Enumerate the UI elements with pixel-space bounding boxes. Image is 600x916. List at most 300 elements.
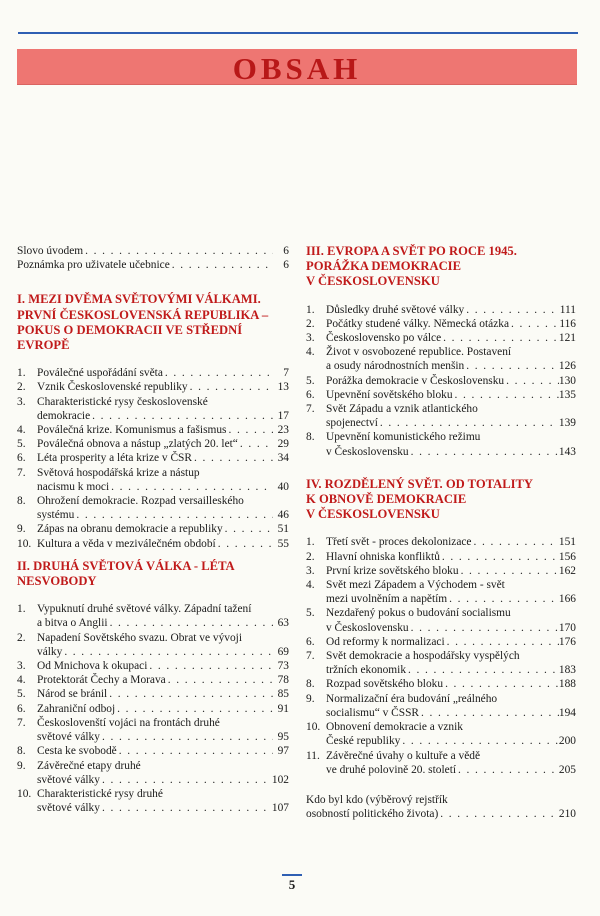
entry-body [37,494,289,522]
entry-page-number: 29 [277,438,289,451]
entry-body [37,395,289,423]
entry-title: Napadení Sovětského svazu. Obrat ve vývoji [37,631,242,644]
toc-line [326,331,576,345]
entry-number: 5. [17,438,26,451]
leader-dots [100,773,272,787]
entry-body [37,759,289,787]
entry-number: 5. [306,607,315,620]
leader-dots [456,763,559,777]
entry-page-number: 85 [277,688,289,701]
entry-page-number: 126 [558,360,576,373]
entry-number: 1. [306,536,315,549]
leader-dots [163,366,273,380]
intro-item[interactable] [17,244,289,258]
leader-dots [441,331,559,345]
entry-body [326,402,576,430]
entry-number: 3. [306,564,315,577]
leader-dots [62,645,273,659]
entry-page-number: 176 [558,635,576,648]
entry-title: Svět Západu a vznik atlantického [326,403,478,416]
entry-body [37,602,289,630]
leader-dots [406,663,559,677]
toc-line [37,451,289,465]
entry-title: a bitva o Anglii [37,617,108,630]
leader-dots [223,522,273,536]
page-title: OBSAH [232,51,362,86]
entry-body [326,606,576,634]
toc-entry[interactable] [306,345,576,373]
entry-body [37,702,289,716]
entry-number: 6. [17,452,26,465]
section-heading [306,477,576,523]
entry-title: Zápas na obranu demokracie a republiky [37,523,223,536]
entry-page-number: 143 [558,445,576,458]
entry-number: 10. [17,537,32,550]
toc-entry[interactable] [17,494,289,522]
toc-line [326,706,576,720]
entry-title: demokracie [37,409,91,422]
entry-title: Protektorát Čechy a Morava [37,674,166,687]
leader-dots [90,409,273,423]
leader-dots [147,659,273,673]
entry-body [37,787,289,815]
toc-line [37,522,289,536]
toc-line [37,437,289,451]
entry-title: Upevnění sovětského bloku [326,388,453,401]
toc-entry[interactable] [17,602,289,630]
entry-title: Národ se bránil [37,688,108,701]
entry-title: ve druhé polovině 20. století [326,763,457,776]
toc-entry[interactable] [17,522,289,536]
entry-page-number: 78 [277,674,289,687]
entry-body [326,749,576,777]
toc-entry[interactable] [17,537,289,551]
toc-entry[interactable] [306,692,576,720]
section-heading-line: K OBNOVĚ DEMOKRACIE [306,492,467,507]
entry-body [37,659,289,673]
entry-body [37,437,289,451]
leader-dots [238,437,273,451]
entry-number: 6. [17,702,26,715]
toc-entry[interactable] [306,550,576,564]
entry-title: Poválečná krize. Komunismus a fašismus [37,424,227,437]
entry-number: 9. [306,692,315,705]
entry-body [326,374,576,388]
toc-entry[interactable] [17,380,289,394]
entry-number: 3. [306,332,315,345]
entry-page-number: 6 [283,245,289,257]
entry-body [37,380,289,394]
section-heading-line: POKUS O DEMOKRACII VE STŘEDNÍ [17,322,243,337]
entry-number: 8. [306,678,315,691]
entry-body [37,687,289,701]
entry-body [326,720,576,748]
leader-dots [100,801,272,815]
entry-page-number: 55 [277,537,289,550]
entry-title: Charakteristické rysy druhé [37,787,163,800]
entry-number: 2. [17,631,26,644]
toc-entry[interactable] [306,677,576,691]
entry-title: Ohrožení demokracie. Rozpad versailleského [37,495,244,508]
entry-page-number: 200 [558,735,576,748]
toc-line [326,663,576,677]
entry-page-number: 40 [277,480,289,493]
entry-title: Nezdařený pokus o budování socialismu [326,607,511,620]
entry-number: 4. [17,424,26,437]
entry-number: 5. [306,374,315,387]
section-heading-line: V ČESKOSLOVENSKU [306,274,440,289]
toc-line [326,734,576,748]
entry-title: Českoslovenští vojáci na frontách druhé [37,716,220,729]
toc-entry[interactable] [306,564,576,578]
entry-body [326,649,576,677]
entry-page-number: 63 [277,617,289,630]
toc-line [37,659,289,673]
entry-title: Třetí svět - proces dekolonizace [326,536,472,549]
entry-page-number: 6 [283,259,289,272]
intro-list [17,244,289,272]
toc-entry[interactable] [306,720,576,748]
toc-entry[interactable] [306,535,576,549]
entry-title: v Československu [326,621,409,634]
toc-entry[interactable] [306,578,576,606]
entry-body [37,466,289,494]
entry-body [37,522,289,536]
leader-dots [445,635,559,649]
entry-title: Důsledky druhé světové války [326,303,465,316]
entry-title: Světová hospodářská krize a nástup [37,466,200,479]
entry-page-number: 46 [277,509,289,522]
toc-line [37,730,289,744]
leader-dots [400,734,559,748]
entry-title: Svět mezi Západem a Východem - svět [326,579,505,592]
toc-line [37,423,289,437]
entry-page-number: 51 [277,523,289,536]
entry-number: 7. [306,650,315,663]
leader-dots [464,303,560,317]
entry-page-number: 135 [558,388,576,401]
section-heading-line: IV. ROZDĚLENÝ SVĚT. OD TOTALITY [306,476,533,491]
leader-dots [100,730,273,744]
toc-entry[interactable] [306,749,576,777]
leader-dots [419,706,559,720]
toc-entry[interactable] [17,673,289,687]
toc-line [326,550,576,564]
entry-number: 10. [306,721,321,734]
toc-entry[interactable] [17,437,289,451]
entry-body [37,744,289,758]
leader-dots [115,702,273,716]
toc-line [306,807,576,821]
entry-title: Kdo byl kdo (výběrový rejstřík [306,793,448,806]
toc-line [37,673,289,687]
toc-entry[interactable] [17,395,289,423]
entry-page-number: 183 [558,664,576,677]
leader-dots [216,537,273,551]
toc-entry[interactable] [306,303,576,317]
entry-number: 2. [17,381,26,394]
toc-line [37,508,289,522]
section-heading-line: II. DRUHÁ SVĚTOVÁ VÁLKA - LÉTA [17,558,235,573]
toc-entry[interactable] [306,606,576,634]
entry-page-number: 116 [559,317,576,330]
section-heading-line: PORÁŽKA DEMOKRACIE [306,259,461,274]
entry-title: Slovo úvodem [17,245,84,257]
entry-title: Kultura a věda v meziválečném období [37,537,216,550]
entry-body [326,317,576,331]
toc-entry[interactable] [17,423,289,437]
entry-number: 4. [306,346,315,359]
entry-page-number: 121 [558,332,576,345]
entry-title: Od Mnichova k okupaci [37,660,148,673]
toc-entry[interactable] [306,430,576,458]
section-heading-line: I. MEZI DVĚMA SVĚTOVÝMI VÁLKAMI. [17,292,261,307]
toc-line [326,621,576,635]
toc-line [37,409,289,423]
toc-entry[interactable] [17,466,289,494]
entry-number: 7. [17,466,26,479]
section-heading [306,244,576,290]
toc-line [326,317,576,331]
entry-page-number: 194 [558,706,576,719]
leader-dots [409,621,559,635]
section-heading-line: III. EVROPA A SVĚT PO ROCE 1945. [306,244,517,258]
section-heading-line: V ČESKOSLOVENSKU [306,507,440,522]
leader-dots [464,359,559,373]
entry-page-number: 17 [277,409,289,422]
leader-dots [188,380,273,394]
entry-page-number: 34 [277,452,289,465]
entry-title: Svět demokracie a hospodářsky vyspělých [326,650,520,663]
entry-body [37,716,289,744]
leader-dots [107,687,273,701]
toc-entry[interactable] [306,317,576,331]
leader-dots [227,423,274,437]
toc-entry[interactable] [306,635,576,649]
appendix-entry [306,793,576,821]
entry-title: Poválečná obnova a nástup „zlatých 20. let“ [37,438,238,451]
toc-entry[interactable] [17,716,289,744]
entry-title: České republiky [326,735,401,748]
entry-title: socialismu“ v ČSSR [326,706,420,719]
section-heading [17,292,289,353]
entry-body [326,331,576,345]
toc-line [37,801,289,815]
entry-number: 5. [17,688,26,701]
section-2 [17,559,289,815]
leader-dots [504,374,559,388]
toc-entry[interactable] [17,759,289,787]
entry-number: 2. [306,550,315,563]
leader-dots [74,508,273,522]
section-heading-line: EVROPĚ [17,338,70,353]
entry-page-number: 102 [271,773,289,786]
leader-dots [109,480,273,494]
entry-page-number: 151 [558,536,576,549]
entry-title: a osudy národnostních menšin [326,360,465,373]
entry-title: Normalizační éra budování „reálného [326,692,498,705]
page-number-rule [282,874,302,876]
leader-dots [440,550,559,564]
entry-number: 6. [306,635,315,648]
entry-number: 6. [306,388,315,401]
entry-body [326,635,576,649]
entry-title: Porážka demokracie v Československu [326,374,505,387]
entry-page-number: 170 [558,621,576,634]
leader-dots [378,416,559,430]
section-3 [306,244,576,459]
entry-page-number: 13 [277,381,289,394]
entry-number: 7. [306,403,315,416]
title-banner [17,49,577,84]
entry-title: Vypuknutí druhé světové války. Západní tažení [37,603,252,616]
leader-dots [453,388,559,402]
entry-number: 4. [306,579,315,592]
toc-line [326,359,576,373]
entry-page-number: 69 [277,645,289,658]
entry-title: Cesta ke svobodě [37,745,117,758]
leader-dots [409,445,559,459]
entry-title: světové války [37,773,100,786]
toc-line [37,687,289,701]
toc-entry[interactable] [17,744,289,758]
toc-entry[interactable] [17,366,289,380]
section-heading-line: NESVOBODY [17,574,97,589]
entry-title: Počátky studené války. Německá otázka [326,317,510,330]
top-rule [18,32,578,34]
toc-column-left [17,244,289,815]
toc-line [326,535,576,549]
entry-title: mezi uvolněním a napětím [326,593,448,606]
toc-entry[interactable] [306,402,576,430]
entry-body [37,366,289,380]
entry-body [326,535,576,549]
entry-title: Rozpad sovětského bloku [326,678,444,691]
section-4 [306,477,576,777]
entry-number: 3. [17,395,26,408]
toc-entry[interactable] [17,631,289,659]
entry-title: Závěrečné úvahy o kultuře a vědě [326,749,481,762]
entry-title: v Československu [326,445,409,458]
entry-body [326,578,576,606]
toc-line [326,635,576,649]
toc-line [37,645,289,659]
entry-number: 7. [17,716,26,729]
entry-page-number: 23 [277,424,289,437]
entry-page-number: 166 [558,593,576,606]
entry-number: 3. [17,660,26,673]
entry-page-number: 97 [277,745,289,758]
toc-entry[interactable] [17,787,289,815]
entry-page-number: 130 [558,374,576,387]
entry-number: 10. [17,787,32,800]
toc-line [326,416,576,430]
toc-line [37,702,289,716]
entry-page-number: 95 [277,731,289,744]
leader-dots [192,451,273,465]
toc-line [37,537,289,551]
entry-body [326,550,576,564]
toc-entry[interactable] [306,388,576,402]
toc-column-right [306,244,576,821]
leader-dots [447,592,559,606]
entry-number: 1. [17,603,26,616]
entry-title: Charakteristické rysy československé [37,395,208,408]
entry-number: 8. [17,495,26,508]
entry-title: spojenectví [326,417,378,430]
entry-page-number: 7 [283,367,289,380]
entry-title: Upevnění komunistického režimu [326,431,481,444]
leader-dots [166,673,273,687]
toc-line [326,564,576,578]
toc-line [326,374,576,388]
entry-body [326,692,576,720]
toc-entry[interactable] [17,687,289,701]
entry-number: 11. [306,749,320,762]
entry-title: nacismu k moci [37,480,110,493]
entry-body [37,631,289,659]
toc-line [37,380,289,394]
toc-entry[interactable] [306,331,576,345]
entry-number: 8. [306,431,315,444]
entry-page-number: 111 [559,303,576,316]
toc-entry[interactable] [306,649,576,677]
toc-entry[interactable] [17,451,289,465]
entry-title: osobností politického života) [306,808,439,821]
toc-entry[interactable] [306,374,576,388]
entry-number: 9. [17,523,26,536]
entry-page-number: 73 [277,660,289,673]
page-number: 5 [288,877,296,892]
leader-dots [438,807,559,821]
section-1 [17,292,289,550]
toc-line [326,763,576,777]
entry-title: Od reformy k normalizaci [326,635,445,648]
entry-title: Hlavní ohniska konfliktů [326,550,440,563]
intro-item[interactable] [17,258,289,272]
entry-title: Obnovení demokracie a vznik [326,721,463,734]
entry-title: Zahraniční odboj [37,702,116,715]
entry-body [326,388,576,402]
toc-line [326,388,576,402]
toc-line [326,445,576,459]
leader-dots [117,744,273,758]
entry-number: 1. [306,303,315,316]
entry-title: tržních ekonomik [326,664,407,677]
entry-title: světové války [37,802,100,815]
entry-title: světové války [37,731,100,744]
entry-body [37,537,289,551]
toc-entry[interactable] [17,702,289,716]
entry-number: 4. [17,674,26,687]
entry-title: Léta prosperity a léta krize v ČSR [37,452,192,465]
section-heading-line: PRVNÍ ČESKOSLOVENSKÁ REPUBLIKA – [17,307,269,322]
entry-title: Život v osvobozené republice. Postavení [326,346,512,359]
entry-number: 2. [306,317,315,330]
entry-title: Závěrečné etapy druhé [37,759,141,772]
entry-page-number: 162 [558,564,576,577]
leader-dots [108,616,273,630]
toc-entry[interactable] [17,659,289,673]
toc-line [37,744,289,758]
entry-page-number: 210 [558,808,576,821]
toc-line [37,366,289,380]
entry-body [326,345,576,373]
toc-line [326,303,576,317]
entry-page-number: 188 [558,678,576,691]
entry-page-number: 107 [271,802,289,815]
entry-body [37,673,289,687]
